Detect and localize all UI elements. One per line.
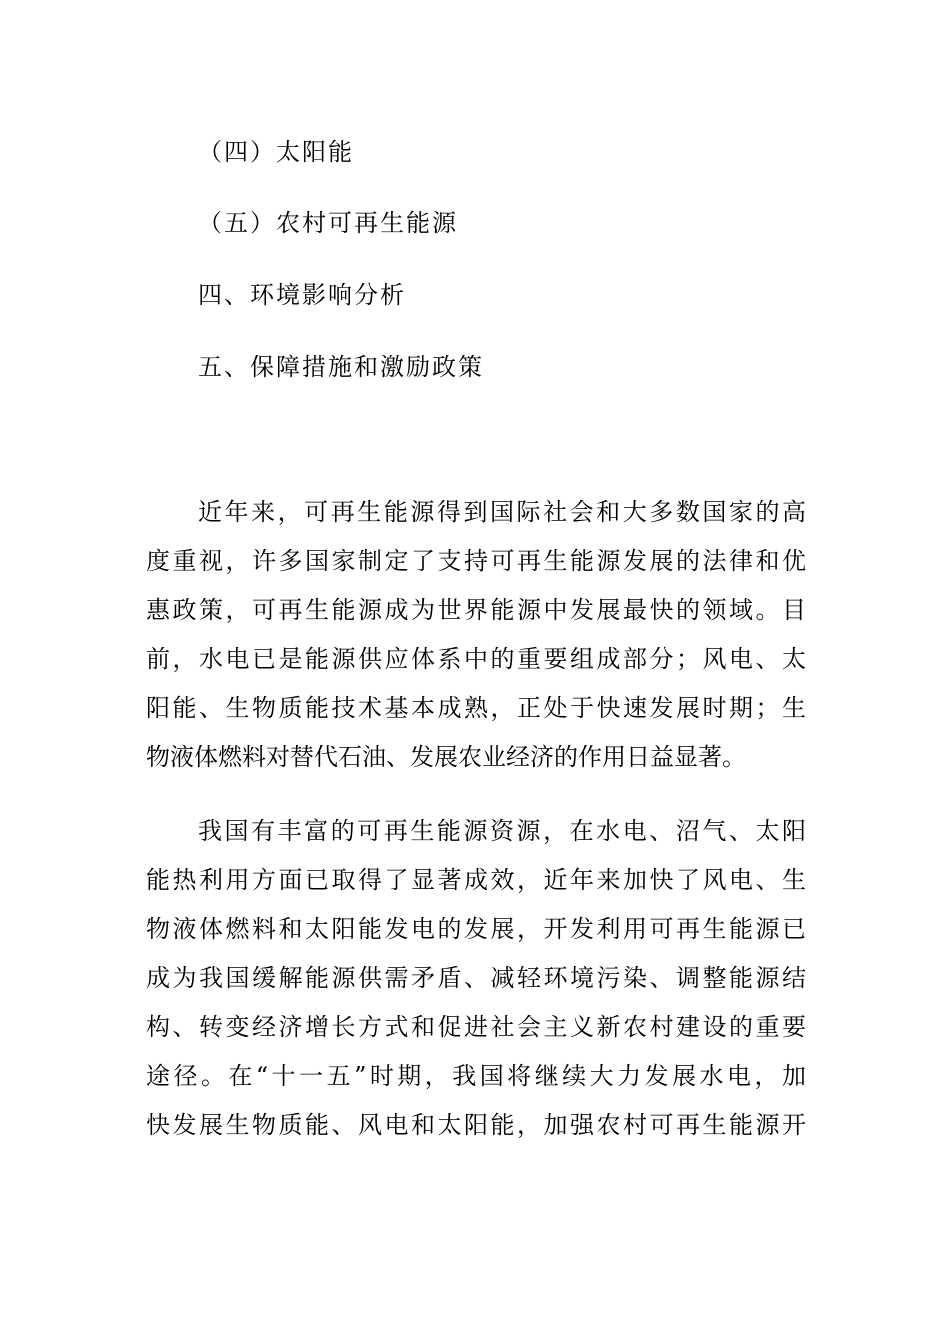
paragraph-line: 阳能、生物质能技术基本成熟，正处于快速发展时期；生 xyxy=(146,694,806,722)
paragraph-line: 我国有丰富的可再生能源资源，在水电、沼气、太阳 xyxy=(198,817,806,845)
paragraph-line: 物液体燃料对替代石油、发展农业经济的作用日益显著。 xyxy=(146,743,746,771)
paragraph-line: 度重视，许多国家制定了支持可再生能源发展的法律和优 xyxy=(146,547,806,575)
paragraph-line: 前，水电已是能源供应体系中的重要组成部分；风电、太 xyxy=(146,645,806,673)
toc-item-solar: （四）太阳能 xyxy=(198,138,354,166)
paragraph-line: 惠政策，可再生能源成为世界能源中发展最快的领域。目 xyxy=(146,596,806,624)
paragraph-line: 成为我国缓解能源供需矛盾、减轻环境污染、调整能源结 xyxy=(146,964,806,992)
paragraph-line: 近年来，可再生能源得到国际社会和大多数国家的高 xyxy=(198,498,806,526)
toc-item-policy: 五、保障措施和激励政策 xyxy=(198,353,484,381)
paragraph-line: 途径。在“十一五”时期，我国将继续大力发展水电，加 xyxy=(146,1062,806,1090)
paragraph-line: 能热利用方面已取得了显著成效，近年来加快了风电、生 xyxy=(146,866,806,894)
paragraph-line: 构、转变经济增长方式和促进社会主义新农村建设的重要 xyxy=(146,1013,806,1041)
paragraph-line: 快发展生物质能、风电和太阳能，加强农村可再生能源开 xyxy=(146,1111,806,1139)
toc-item-environment: 四、环境影响分析 xyxy=(198,281,406,309)
toc-item-rural: （五）农村可再生能源 xyxy=(198,209,458,237)
paragraph-line: 物液体燃料和太阳能发电的发展，开发利用可再生能源已 xyxy=(146,915,806,943)
